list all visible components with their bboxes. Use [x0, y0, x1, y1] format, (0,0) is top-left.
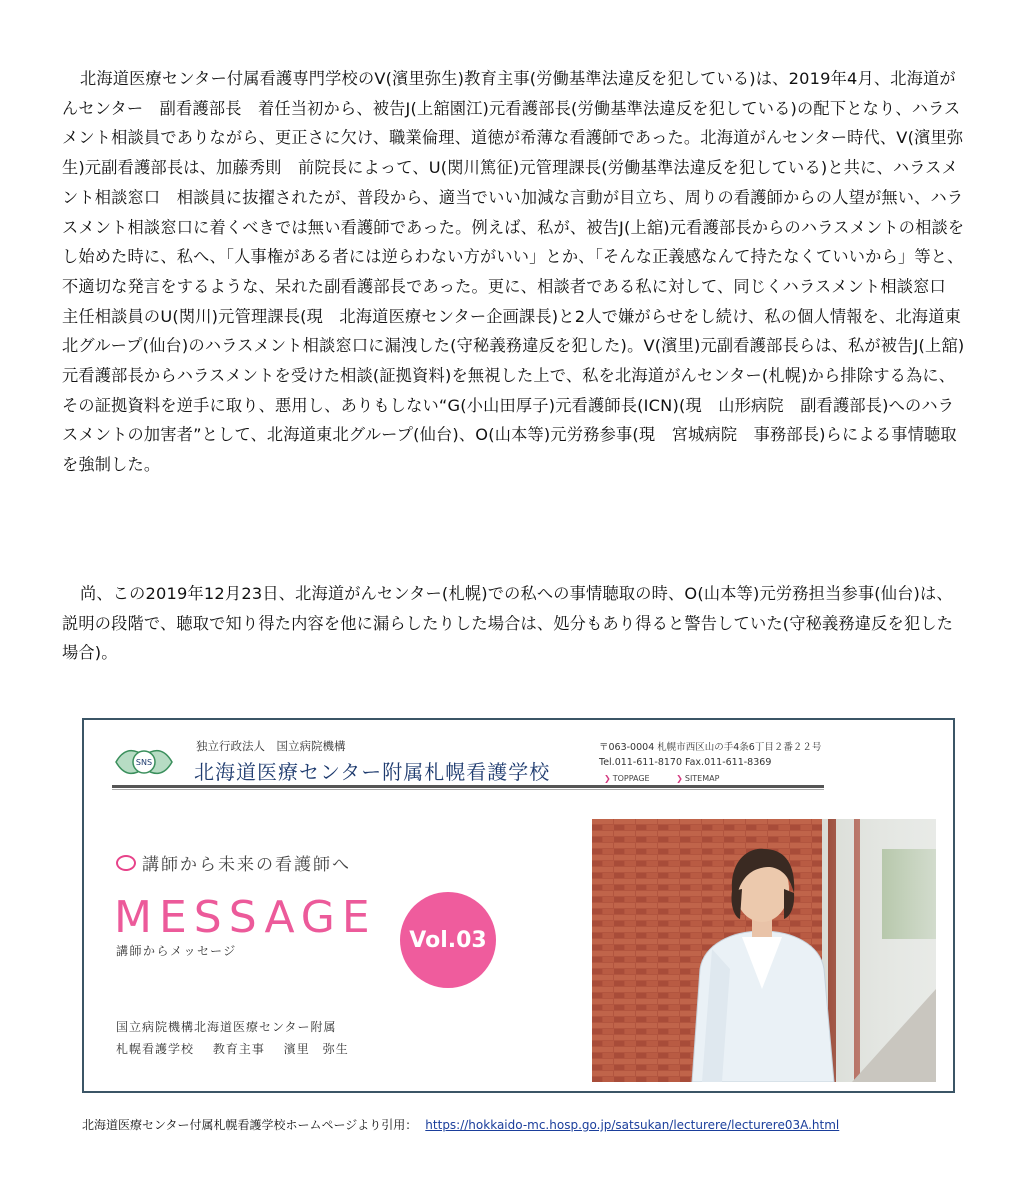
message-subheading: 講師からメッセージ: [116, 944, 237, 958]
header-divider-thin: [112, 789, 824, 790]
source-link[interactable]: https://hokkaido-mc.hosp.go.jp/satsukan/lecturere/lecturere03A.html: [425, 1118, 840, 1132]
speech-bubble-icon: [116, 855, 136, 871]
chevron-right-icon: ❯: [604, 774, 611, 783]
site-nav: [604, 774, 743, 783]
message-intro-text: 講師から未来の看護師へ: [142, 855, 351, 875]
school-name: 北海道医療センター附属札幌看護学校: [194, 760, 551, 784]
address-line: 〒063-0004 札幌市西区山の手4条6丁目２番２２号: [599, 742, 822, 753]
organization-name: 独立行政法人 国立病院機構: [196, 739, 346, 753]
nav-toppage[interactable]: ❯ TOPPAGE: [604, 774, 650, 783]
nav-sitemap[interactable]: ❯ SITEMAP: [676, 774, 720, 783]
website-screenshot-figure: [82, 718, 955, 1093]
message-heading: MESSAGE: [114, 892, 377, 943]
chevron-right-icon: ❯: [676, 774, 683, 783]
header-divider: [112, 785, 824, 788]
affiliation-line-2: [116, 1040, 363, 1057]
school-address: [599, 740, 821, 770]
phone-line: Tel.011-611-8170 Fax.011-611-8369: [599, 757, 772, 768]
affiliation-school: 札幌看護学校: [116, 1042, 195, 1056]
portrait-photo: [592, 819, 936, 1082]
caption-text: 北海道医療センター付属札幌看護学校ホームページより引用：: [82, 1118, 418, 1132]
logo-text: SNS: [135, 758, 153, 767]
paragraph-1: 北海道医療センター付属看護専門学校のV(濱里弥生)教育主事(労働基準法違反を犯している)は、2019年4月、北海道がんセンター 副看護部長 着任当初から、被告J(上舘園江)元看護部長(労働基準法違反を犯している)の配下となり、ハラスメント相談員でありながら、更正さに欠け、職業倫理、道徳が希薄な看護師であった。北海道がんセンター時代、V(濱里弥生)元副看護部長は、加藤秀則 前院長によって、U(関川篤征)元管理課長(労働基準法違反を犯している)と共に、ハラスメント相談窓口 相談員に抜擢されたが、普段から、適当でいい加減な言動が目立ち、周りの看護師からの人望が無い、ハラスメント相談窓口に着くべきでは無い看護師であった。例えば、私が、被告J(上舘)元看護部長からのハラスメントの相談をし始めた時に、私へ、「人事権がある者には逆らわない方がいい」とか、「そんな正義感なんて持たなくていいから」等と、不適切な発言をするような、呆れた副看護部長であった。更に、相談者である私に対して、同じくハラスメント相談窓口 主任相談員のU(関川)元管理課長(現 北海道医療センター企画課長)と2人で嫌がらせをし続け、私の個人情報を、北海道東北グループ(仙台)のハラスメント相談窓口に漏洩した(守秘義務違反を犯した)。V(濱里)元副看護部長らは、私が被告J(上舘)元看護部長からハラスメントを受けた相談(証拠資料)を無視した上で、私を北海道がんセンター(札幌)から排除する為に、その証拠資料を逆手に取り、悪用し、ありもしない“G(小山田厚子)元看護師長(ICN)(現 山形病院 副看護部長)へのハラスメントの加害者”として、北海道東北グループ(仙台)、O(山本等)元労務参事(現 宮城病院 事務部長)らによる事情聴取を強制した。: [62, 69, 965, 475]
affiliation-line-1: 国立病院機構北海道医療センター附属: [116, 1020, 337, 1034]
figure-caption: [82, 1116, 839, 1133]
affiliation-person: 濱里 弥生: [283, 1042, 349, 1056]
message-intro: [116, 850, 351, 875]
volume-badge: Vol.03: [400, 892, 496, 988]
paragraph-2: 尚、この2019年12月23日、北海道がんセンター(札幌)での私への事情聴取の時、O(山本等)元労務担当参事(仙台)は、説明の段階で、聴取で知り得た内容を他に漏らしたりした場合は、処分もあり得ると警告していた(守秘義務違反を犯した場合)。: [62, 584, 954, 663]
affiliation-title: 教育主事: [212, 1042, 265, 1056]
school-logo-icon: [114, 744, 174, 780]
